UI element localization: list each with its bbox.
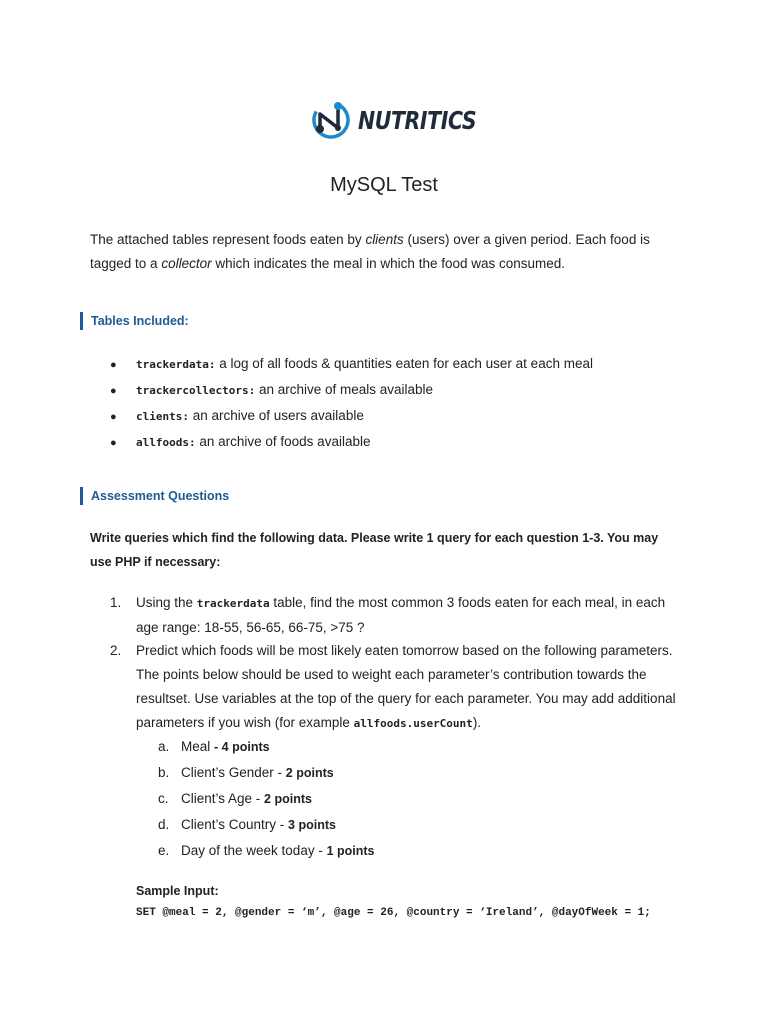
- param-item: [158, 760, 334, 786]
- param-item: [158, 786, 312, 812]
- intro-collector: collector: [161, 256, 212, 271]
- param-points: - 4 points: [214, 740, 270, 754]
- bullet-icon: ●: [110, 385, 117, 397]
- param-label: Client’s Age -: [181, 791, 265, 806]
- question-text: Predict which foods will be most likely eaten tomorrow based on the following parameters. The points below should be used to weight each parameter’s contribution towards the resultset. Use variables at the top of the query for each parameter. You may add additional parameters if you wish (for example: [136, 643, 676, 730]
- list-item: [110, 351, 593, 377]
- question-1: [110, 591, 690, 640]
- question-2: [110, 639, 690, 736]
- param-points: 3 points: [288, 818, 336, 832]
- brand-logo: [308, 96, 502, 144]
- intro-clients: clients: [365, 232, 404, 247]
- bullet-icon: ●: [110, 437, 117, 449]
- table-desc: a log of all foods & quantities eaten for each user at each meal: [215, 356, 593, 371]
- question-body: [136, 639, 690, 736]
- page-title: MySQL Test: [330, 174, 438, 196]
- bullet-icon: ●: [110, 359, 117, 371]
- intro-text-3: which indicates the meal in which the food was consumed.: [211, 256, 566, 271]
- param-points: 2 points: [285, 766, 334, 780]
- bullet-icon: ●: [110, 411, 117, 423]
- tables-list: [110, 351, 593, 455]
- instructions: Write queries which find the following data. Please write 1 query for each question 1-3. You may use PHP if necessary:: [90, 531, 659, 569]
- intro-paragraph: [90, 228, 690, 276]
- param-label: Client’s Gender -: [181, 765, 286, 780]
- table-name: clients:: [136, 410, 189, 423]
- assessment-heading: Assessment Questions: [80, 487, 229, 505]
- list-item: [110, 429, 593, 455]
- sample-input-label: Sample Input:: [136, 884, 219, 898]
- sample-input-code: SET @meal = 2, @gender = ‘m’, @age = 26, @country = ‘Ireland’, @dayOfWeek = 1;: [136, 907, 651, 919]
- inline-code: allfoods.userCount: [353, 717, 473, 730]
- table-name: trackerdata:: [136, 358, 216, 371]
- tables-heading: Tables Included:: [80, 312, 189, 330]
- param-label: Client’s Country -: [181, 817, 289, 832]
- question-body: [136, 591, 690, 640]
- param-letter: e.: [158, 843, 170, 858]
- question-text: table, find the most common 3 foods eaten for each meal, in each age range: 18-55, 56-65, 66-75, >75 ?: [136, 595, 666, 635]
- question-text: ).: [472, 715, 482, 730]
- brand-name: NUTRITICS: [358, 105, 477, 135]
- intro-text-1: The attached tables represent foods eaten by: [90, 232, 366, 247]
- table-desc: an archive of foods available: [195, 434, 371, 449]
- table-name: allfoods:: [136, 436, 196, 449]
- question-number: 1.: [110, 595, 122, 610]
- param-item: [158, 838, 375, 864]
- nutritics-logo-icon: [308, 96, 356, 144]
- param-item: [158, 734, 270, 760]
- param-label: Day of the week today -: [181, 843, 327, 858]
- list-item: [110, 403, 593, 429]
- param-letter: a.: [158, 739, 170, 754]
- param-points: 2 points: [264, 792, 312, 806]
- param-label: Meal: [181, 739, 215, 754]
- table-desc: an archive of users available: [188, 408, 364, 423]
- param-item: [158, 812, 336, 838]
- param-letter: b.: [158, 765, 170, 780]
- list-item: [110, 377, 593, 403]
- question-number: 2.: [110, 643, 122, 658]
- intro-text-2: (users) over a given period. Each food is tagged to a: [90, 232, 650, 271]
- param-letter: c.: [158, 791, 169, 806]
- table-desc: an archive of meals available: [255, 382, 434, 397]
- inline-code: trackerdata: [196, 597, 270, 610]
- param-points: 1 points: [326, 844, 375, 858]
- question-text: Using the: [136, 595, 197, 610]
- param-letter: d.: [158, 817, 170, 832]
- table-name: trackercollectors:: [136, 384, 256, 397]
